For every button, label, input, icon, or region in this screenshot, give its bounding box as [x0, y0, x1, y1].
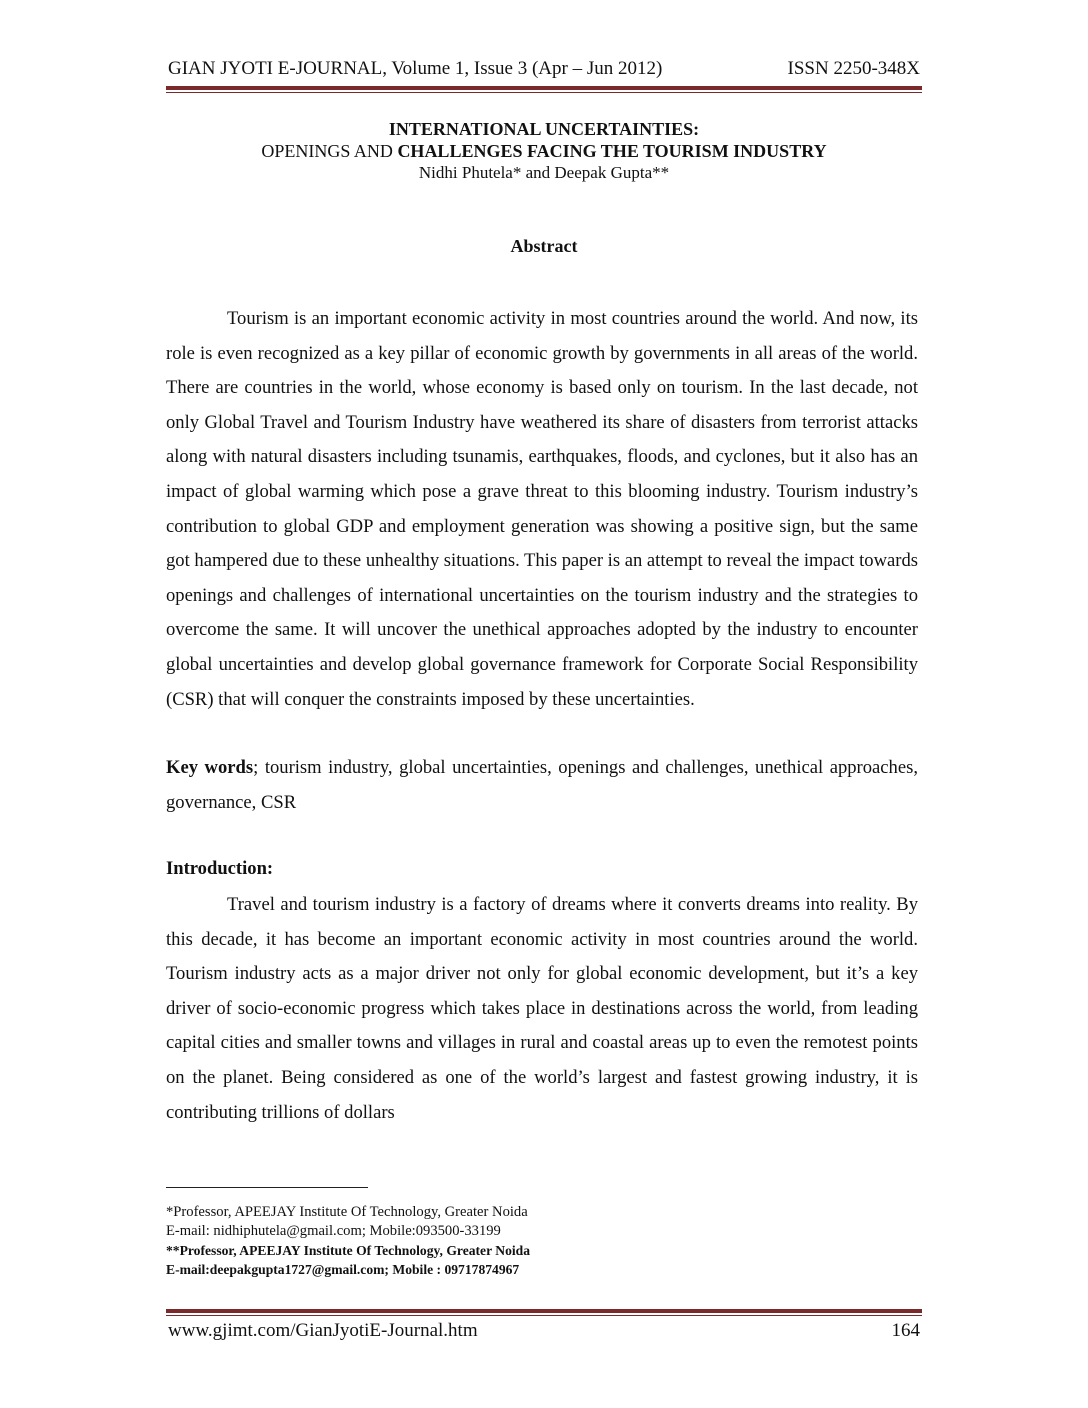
keywords	[166, 751, 918, 820]
footer-rule-thin	[166, 1315, 922, 1316]
footer-rule	[166, 1309, 922, 1313]
footnote-2-affiliation: **Professor, APEEJAY Institute Of Technology, Greater Noida	[166, 1243, 531, 1258]
running-header	[168, 58, 920, 86]
abstract-heading: Abstract	[510, 236, 578, 256]
header-rule-thin	[166, 92, 922, 93]
journal-url: www.gjimt.com/GianJyotiE-Journal.htm	[168, 1320, 478, 1341]
abstract-paragraph: Tourism is an important economic activity in most countries around the world. And now, its role is even recognized as a key pillar of economic growth by governments in all areas of the world. There are countries in the world, whose economy is based only on tourism. In the last decade, not only Global Travel and Tourism Industry have weathered its share of disasters from terrorist attacks along with natural disasters including tsunamis, earthquakes, floods, and cyclones, but it also has an impact of global warming which pose a grave threat to this blooming industry. Tourism industry’s contribution to global GDP and employment generation was showing a positive sign, but the same got hampered due to these unhealthy situations. This paper is an attempt to reveal the impact towards openings and challenges of international uncertainties on the tourism industry and the strategies to overcome the same. It will uncover the unethical approaches adopted by the industry to encounter global uncertainties and develop global governance framework for Corporate Social Responsibility (CSR) that will conquer the constraints imposed by these uncertainties.	[166, 308, 918, 710]
footnote-2-contact: E-mail:deepakgupta1727@gmail.com; Mobile : 09717874967	[166, 1262, 520, 1277]
paper-title-line2	[168, 140, 920, 162]
introduction-body	[166, 888, 918, 1130]
page-number: 164	[891, 1320, 920, 1341]
footnotes	[166, 1203, 918, 1279]
keywords-text: ; tourism industry, global uncertainties, openings and challenges, unethical approaches, governance, CSR	[166, 757, 918, 813]
keywords-label: Key words	[166, 757, 254, 778]
running-footer	[168, 1320, 920, 1346]
paper-title-line1: INTERNATIONAL UNCERTAINTIES:	[388, 119, 700, 139]
footnote-1-affiliation: *Professor, APEEJAY Institute Of Technology, Greater Noida	[166, 1204, 528, 1220]
header-rule	[166, 86, 922, 90]
abstract-body	[166, 302, 918, 717]
introduction-paragraph: Travel and tourism industry is a factory of dreams where it converts dreams into reality. By this decade, it has become an important economic activity in most countries around the world. Tourism industry acts as a major driver not only for global economic development, but it’s a key driver of socio-economic progress which takes place in destinations across the world, from leading capital cities and smaller towns and villages in rural and coastal areas up to even the remotest points on the planet. Being considered as one of the world’s largest and fastest growing industry, it is contributing trillions of dollars	[166, 894, 918, 1123]
footnote-1-contact: E-mail: nidhiphutela@gmail.com; Mobile:093500-33199	[166, 1223, 501, 1239]
title-line2-part1: OPENINGS AND	[261, 141, 398, 161]
introduction-heading: Introduction:	[166, 858, 274, 879]
footnote-separator	[166, 1187, 368, 1188]
authors: Nidhi Phutela* and Deepak Gupta**	[418, 163, 670, 182]
journal-title: GIAN JYOTI E-JOURNAL, Volume 1, Issue 3 (Apr – Jun 2012)	[168, 58, 663, 79]
issn: ISSN 2250-348X	[787, 58, 920, 79]
title-line2-part2: CHALLENGES FACING THE TOURISM INDUSTRY	[397, 141, 827, 161]
title-block	[168, 118, 920, 184]
